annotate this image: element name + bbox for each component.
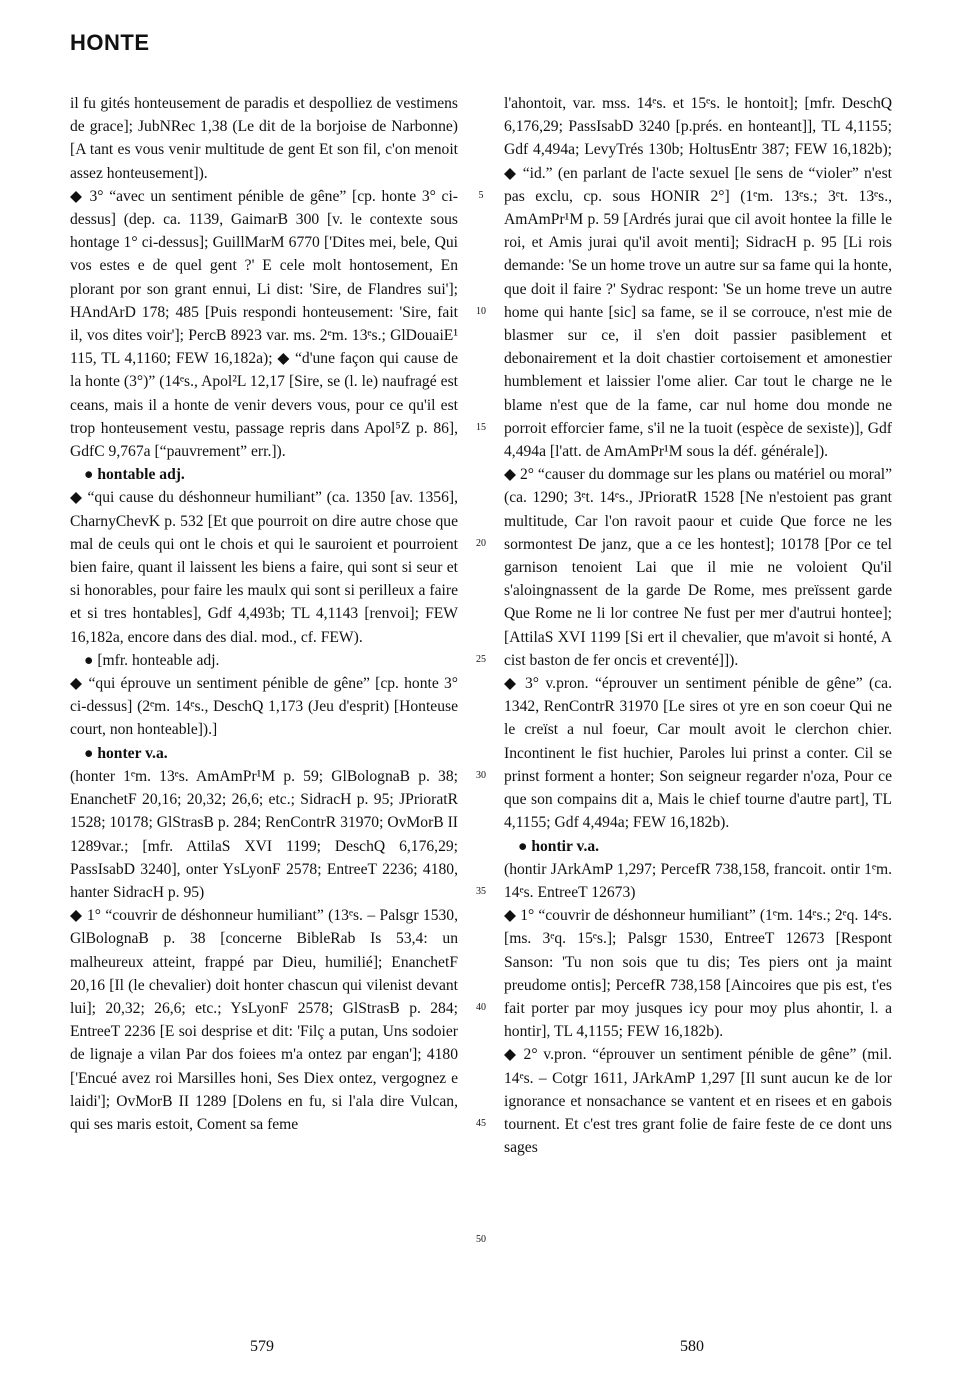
paragraph: ◆ 3° v.pron. “éprouver un sentiment pénible de gêne” (ca. 1342, RenContrR 31970 [Le sires ot yre en son coeur Qui ne le creïst a nul foeur, Car moult avoit le clerchon chier. Incontinent le fist huchier, Paroles lui prinst a conter. Cil se prinst forment a honter; Son seigneur regarder n'oza, Pour ce que son compains dit a, Mais le chief tourne d'autre part], TL 4,1155; Gdf 4,494a; FEW 16,182b). xyxy=(504,675,892,832)
line-number: 45 xyxy=(476,1118,486,1129)
paragraph: ◆ 2° “causer du dommage sur les plans ou matériel ou moral” (ca. 1290; 3ᵉt. 14ᵉs., JPrioratR 1528 [Ne n'estoient pas grant multitude, Car l'on ravoit paour et cuide Que force ne les sormontest De janz, que a ce les hontest]; 10178 [Por ce tel garnison tenoient Lai que il mie ne voloient Qu'il s'aloingnassent de la garde De Rome, mes preïssent garde Que Rome ne li lor contree Ne fust per mer d'autrui hontee]; [AttilaS XVI 1199 [Si ert il chevalier, que m'avoit si honté, A cist baston de fer oncis et creventé]]). xyxy=(504,466,892,669)
paragraph: ◆ “qui cause du déshonneur humiliant” (ca. 1350 [av. 1356], CharnyChevK p. 532 [Et que pourroit on dire autre chose que mal de ceuls qui ont le chois et qui le sauroient et pourroient bien faire, quant il laissent les biens a faire, qui sont si seur et si honorables, pour faire les maulx qui sont si perilleux a faire et si tres hontables], Gdf 4,493b; TL 4,1143 [renvoi]; FEW 16,182a, encore dans des dial. mod., cf. FEW). xyxy=(70,489,458,646)
page-header: HONTE xyxy=(70,30,150,55)
paragraph: ◆ 1° “couvrir de déshonneur humiliant” (1ᵉm. 14ᵉs.; 2ᵉq. 14ᵉs. [ms. 3ᵉq. 15ᵉs.]; Palsgr 1530, EntreeT 12673 [Respont Sanson: 'Tu non sois que tu dis; Tes piers ont ja maint preudome ontis]; PercefR 738,158 [Aincoires que pis est, t'es fait porter par moy jusques icy pour moy plus ahontir, l. a hontir], TL 4,1155; FEW 16,182b). xyxy=(504,907,892,1041)
paragraph: ● hontable adj. xyxy=(84,466,185,484)
page-number-left: 579 xyxy=(250,1338,274,1355)
line-number: 15 xyxy=(476,422,486,433)
paragraph: il fu gités honteusement de paradis et despolliez de vestimens de grace]; JubNRec 1,38 (Le dit de la borjoise de Narbonne) [A tant es vous venir multitude de gent Et son fil, c'on menoit assez honteusement]). xyxy=(70,95,458,182)
paragraph: ● hontir v.a. xyxy=(518,837,600,855)
paragraph: (hontir JArkAmP 1,297; PercefR 738,158, francoit. ontir 1ᵉm. 14ᵉs. EntreeT 12673) xyxy=(504,860,892,901)
right-column xyxy=(504,92,892,1159)
line-number: 25 xyxy=(476,654,486,665)
line-number: 20 xyxy=(476,538,486,549)
paragraph: ● [mfr. honteable adj. xyxy=(84,651,220,669)
line-number: 5 xyxy=(478,190,484,201)
paragraph: ◆ “qui éprouve un sentiment pénible de gêne” [cp. honte 3° ci-dessus] (2ᵉm. 14ᵉs., DeschQ 1,173 (Jeu d'esprit) [Honteuse court, non honteable]).] xyxy=(70,675,458,739)
paragraph: ◆ 1° “couvrir de déshonneur humiliant” (13ᵉs. – Palsgr 1530, GlBolognaB p. 38 [concerne BibleRab Is 53,4: un malheureux atteint, frappé par Dieu, humilié]; EnanchetF 20,16 [Il (le chevalier) doit honter chascun qui vilenist devant lui]; 20,32; 26,6; etc.; YsLyonF 2578; GlStrasB p. 284; EntreeT 2236 [E soi desprise et dit: 'Filç a putan, Uns sodoier de lignaje a vilan Par dos foiees m'a ontez par engan']; 4180 ['Encué avez roi Marsilles honi, Ses Diex ontez, vergognez e laidi']; OvMorB II 1289 [Dolens en fu, si l'ala dire Vulcan, qui ses maris estoit, Coment sa feme xyxy=(70,907,458,1133)
line-number: 10 xyxy=(476,306,486,317)
line-number: 30 xyxy=(476,770,486,781)
paragraph: ◆ 2° v.pron. “éprouver un sentiment pénible de gêne” (mil. 14ᵉs. – Cotgr 1611, JArkAmP 1,297 [Il sunt aucun ke de lor ignorance et nonsachance se vantent et en risees et en gabois tournent. Et c'est tres grant folie de faire feste de ce dont uns sages xyxy=(504,1046,892,1157)
line-number: 40 xyxy=(476,1002,486,1013)
line-number: 35 xyxy=(476,886,486,897)
paragraph: ● honter v.a. xyxy=(84,744,168,762)
line-number: 50 xyxy=(476,1234,486,1245)
page-number-right: 580 xyxy=(680,1338,704,1355)
paragraph: ◆ 3° “avec un sentiment pénible de gêne” [cp. honte 3° ci-dessus] (dep. ca. 1139, GaimarB 300 [v. le contexte sous hontage 1° ci-dessus]; GuillMarM 6770 ['Dites mei, bele, Qui vos estes e de quel gent ?' E cele molt hontosement, En plorant por son grant ennui, Li dist: 'Sire, de Flandres sui']; HAndArD 178; 485 [Puis respondi honteusement: 'Sire, fait il, vos dites voir']; PercB 8923 var. ms. 2ᵉm. 13ᵉs.; GlDouaiE¹ 115, TL 4,1160; FEW 16,182a); ◆ “d'une façon qui cause de la honte (3°)” (14ᵉs., Apol²L 12,17 [Sire, se (l. le) naufragé est ceans, mais il a honte de venir devers vous, pour ce qu'il est trop honteusement vestu, passage repris dans Apol⁵Z p. 86], GdfC 9,767a [“pauvrement” err.]). xyxy=(70,187,458,461)
paragraph: l'ahontoit, var. mss. 14ᵉs. et 15ᵉs. le hontoit]; [mfr. DeschQ 6,176,29; PassIsabD 3240 [p.prés. en honteant]], TL 4,1155; Gdf 4,494a; LevyTrés 130b; HoltusEntr 387; FEW 16,182b); ◆ “id.” (en parlant de l'acte sexuel [le sens de “violer” n'est pas exclu, cp. sous HONIR 2°] (1ᵉm. 13ᵉs.; 3ᵉt. 13ᵉs., AmAmPr¹M p. 59 [Ardrés jurai que cil avoit hontee la fille le roi, et Amis jurai qu'il avoit menti]; SidracH p. 95 [Li rois demande: 'Se un home trove un autre sur sa fame qui la honte, que doit il faire ?' Sydrac respont: 'Se un home treve un autre home qui hante [sic] sa fame, se il se corrouce, n'est mie de blasmer sur ce, il s'en doit passier pasiblement et debonairement et la doit chastier cortoisement et amonestier humblement et laissier l'ome alier. Car tout le charge ne le blame n'est que de la fame, car nul home dou monde ne porroit efforcier fame, s'il ne la tuoit (espèce de sexiste)], Gdf 4,494a [l'att. de AmAmPr¹M sous la déf. générale]). xyxy=(504,95,892,461)
left-column xyxy=(70,92,458,1136)
paragraph: (honter 1ᵉm. 13ᵉs. AmAmPr¹M p. 59; GlBolognaB p. 38; EnanchetF 20,16; 20,32; 26,6; etc.; SidracH p. 95; JPrioratR 1528; 10178; GlStrasB p. 284; RenContrR 31970; OvMorB II 1289var.; [mfr. AttilaS XVI 1199; DeschQ 6,176,29; PassIsabD 3240], onter YsLyonF 2578; EntreeT 2236; 4180, hanter SidracH p. 95) xyxy=(70,767,458,901)
